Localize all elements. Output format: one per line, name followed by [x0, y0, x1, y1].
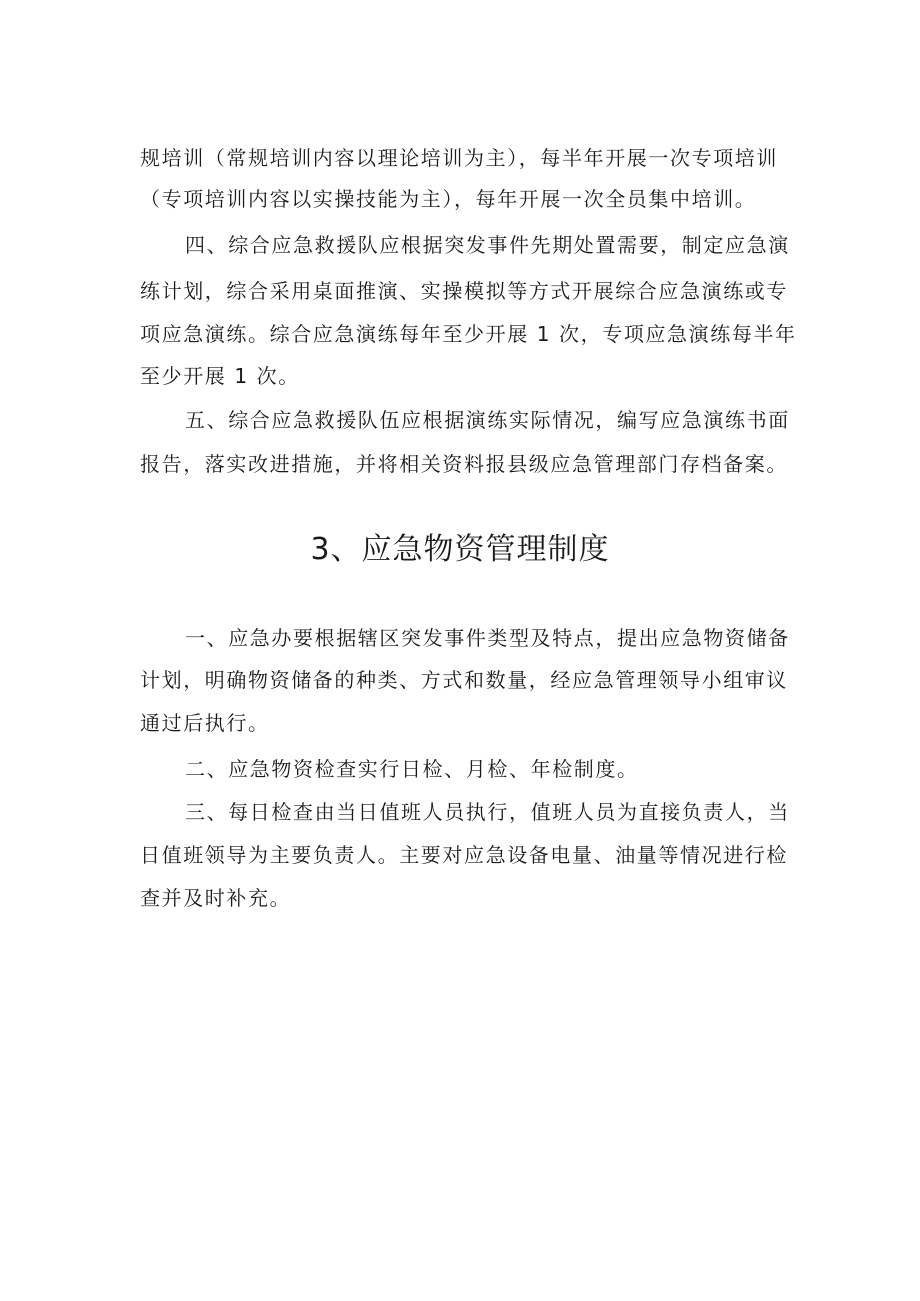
paragraph-line: 日值班领导为主要负责人。主要对应急设备电量、油量等情况进行检	[140, 843, 788, 867]
paragraph-line: 计划，明确物资储备的种类、方式和数量，经应急管理领导小组审议	[140, 668, 788, 692]
paragraph-line: 至少开展 1 次。	[140, 364, 300, 388]
paragraph-line: 练计划，综合采用桌面推演、实操模拟等方式开展综合应急演练或专	[140, 279, 788, 303]
paragraph-line: 四、综合应急救援队应根据突发事件先期处置需要，制定应急演	[185, 233, 790, 257]
paragraph-line: 五、综合应急救援队伍应根据演练实际情况，编写应急演练书面	[185, 408, 790, 432]
paragraph-line: 一、应急办要根据辖区突发事件类型及特点，提出应急物资储备	[185, 626, 790, 650]
paragraph-line: 通过后执行。	[140, 711, 270, 735]
paragraph-line: 规培训（常规培训内容以理论培训为主），每半年开展一次专项培训	[140, 146, 778, 170]
paragraph-line: 三、每日检查由当日值班人员执行，值班人员为直接负责人，当	[185, 800, 790, 824]
paragraph-line: 项应急演练。综合应急演练每年至少开展 1 次，专项应急演练每半年	[140, 322, 797, 346]
paragraph-line: 二、应急物资检查实行日检、月检、年检制度。	[185, 757, 639, 781]
paragraph-line: 查并及时补充。	[140, 886, 292, 910]
section-heading: 3、应急物资管理制度	[310, 532, 610, 567]
paragraph-line: （专项培训内容以实操技能为主），每年开展一次全员集中培训。	[140, 187, 757, 211]
paragraph-line: 报告，落实改进措施，并将相关资料报县级应急管理部门存档备案。	[140, 452, 788, 476]
